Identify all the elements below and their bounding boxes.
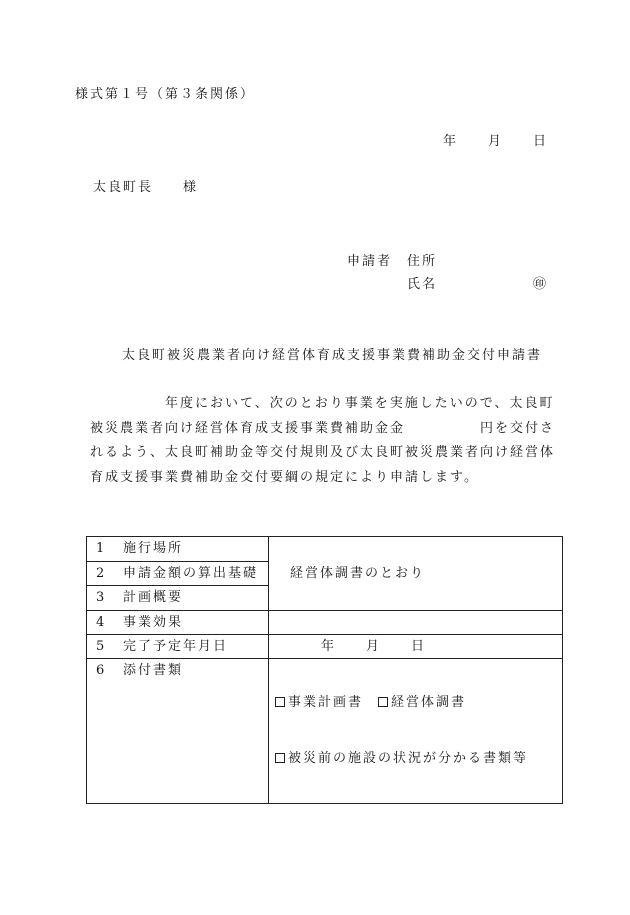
row-label: 完了予定年月日 <box>123 638 229 654</box>
attachment-label: 被災前の施設の状況が分かる書類等 <box>288 751 529 766</box>
row-number: 2 <box>96 565 105 581</box>
row-number: 6 <box>96 663 105 678</box>
row-label: 添付書類 <box>123 663 184 678</box>
rows-1-3-value: 経営体調書のとおり <box>269 537 563 611</box>
seal-mark: ㊞ <box>533 277 549 292</box>
row-header-effect <box>87 611 269 635</box>
checkbox[interactable] <box>378 697 388 707</box>
attachment-label: 経営体調書 <box>391 695 467 710</box>
body-line: れるよう、太良町補助金等交付規則及び太良町被災農業者向け経営体 <box>90 445 556 461</box>
effect-value <box>269 611 563 635</box>
checkbox[interactable] <box>275 697 285 707</box>
attachment-line <box>275 747 562 771</box>
attachment-label: 事業計画書 <box>288 695 364 710</box>
table-row <box>87 635 563 659</box>
completion-date-value: 年 月 日 <box>269 635 563 659</box>
table-row <box>87 537 563 562</box>
row-label: 計画概要 <box>123 590 184 605</box>
row-label: 事業効果 <box>123 614 184 630</box>
row-label: 申請金額の算出基礎 <box>123 565 259 581</box>
attachment-line <box>275 691 562 715</box>
attachment-option <box>378 691 466 715</box>
table-row <box>87 611 563 635</box>
row-label: 施行場所 <box>123 541 184 556</box>
row-header-plan <box>87 586 269 611</box>
date-line: 年 月 日 <box>443 134 549 149</box>
body-paragraph <box>90 396 555 495</box>
document-title: 太良町被災農業者向け経営体育成支援事業費補助金交付申請書 <box>122 348 543 363</box>
address-label: 住所 <box>407 254 438 269</box>
attachment-option <box>275 691 363 715</box>
row-number: 3 <box>96 590 105 605</box>
row-number: 1 <box>96 541 105 556</box>
body-line: 育成支援事業費補助金交付要綱の規定により申請します。 <box>90 470 479 486</box>
row-number: 4 <box>96 614 105 630</box>
attachment-option <box>275 747 528 771</box>
attachments-value <box>269 659 563 804</box>
checkbox[interactable] <box>275 753 285 763</box>
addressee: 太良町長 様 <box>93 180 199 195</box>
row-number: 5 <box>96 638 105 654</box>
body-line: 被災農業者向け経営体育成支援事業費補助金金 円を交付さ <box>90 420 556 436</box>
row-header-site <box>87 537 269 562</box>
body-line: 年度において、次のとおり事業を実施したいので、太良町 <box>90 396 555 411</box>
application-table <box>86 536 563 804</box>
row-header-basis <box>87 562 269 586</box>
row-header-attachments <box>87 659 269 804</box>
applicant-label: 申請者 <box>347 254 393 269</box>
row-header-completion <box>87 635 269 659</box>
form-number: 様式第１号（第３条関係） <box>75 87 256 102</box>
name-label: 氏名 <box>407 277 438 292</box>
table-row <box>87 659 563 804</box>
